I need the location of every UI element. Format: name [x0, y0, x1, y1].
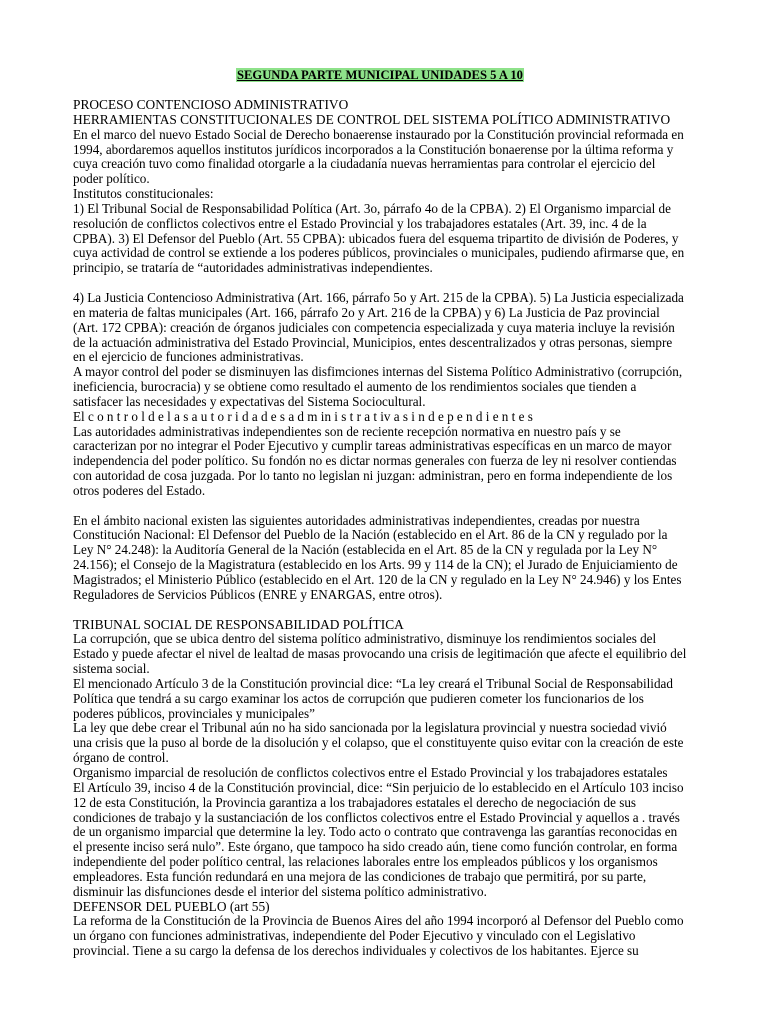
blank-line	[73, 499, 687, 514]
paragraph-ley-tribunal: La ley que debe crear el Tribunal aún no ha sido sancionada por la legislatura provincial y nuestra sociedad vivió una crisis que la puso al borde de la disolución y el colapso, que el constituyente quiso evitar con la creación de este órgano de control.	[73, 720, 684, 766]
paragraph-control-autoridades-heading: El c o n t r o l d e l a s a u t o r i d a d e s a d m in i s t r a t iv a s i n d e p e n d i e n t e s	[73, 408, 533, 424]
heading-tribunal-social: TRIBUNAL SOCIAL DE RESPONSABILIDAD POLÍTICA	[73, 616, 404, 632]
title-wrapper	[73, 66, 687, 84]
paragraph-institutos-1-3: 1) El Tribunal Social de Responsabilidad Política (Art. 3o, párrafo 4o de la CPBA). 2) El Organismo imparcial de resolución de conflictos colectivos entre el Estado Provincial y los trabajadores estatales (Art. 39, inc. 4 de la CPBA). 3) El Defensor del Pueblo (Art. 55 CPBA): ubicados fuera del esquema tripartito de división de Poderes, y cuya actividad de control se extiende a los poderes públicos, provinciales o municipales, pudiendo afirmarse que, en principio, se trataría de “autoridades administrativas independientes.	[73, 200, 685, 276]
heading-herramientas: HERRAMIENTAS CONSTITUCIONALES DE CONTROL DEL SISTEMA POLÍTICO ADMINISTRATIVO	[73, 111, 671, 127]
paragraph-institutos-label: Institutos constitucionales:	[73, 186, 214, 202]
paragraph-organismo-imparcial: Organismo imparcial de resolución de conflictos colectivos entre el Estado Provincial y los trabajadores estatales	[73, 764, 668, 780]
paragraph-ambito-nacional: En el ámbito nacional existen las siguientes autoridades administrativas independientes, creadas por nuestra Constitución Nacional: El Defensor del Pueblo de la Nación (establecido en el Art. 86 de la CN y regulado por la Ley N° 24.248): la Auditoría General de la Nación (establecida en el Art. 85 de la CN y regulada por la Ley N° 24.156); el Consejo de la Magistratura (establecido en los Arts. 99 y 114 de la CN); el Jurado de Enjuiciamiento de Magistrados; el Ministerio Público (establecido en el Art. 120 de la CN y regulado en la Ley N° 24.946) y los Entes Reguladores de Servicios Públicos (ENRE y ENARGAS, entre otros).	[73, 512, 682, 602]
paragraph-institutos-4-6: 4) La Justicia Contencioso Administrativa (Art. 166, párrafo 5o y Art. 215 de la CPBA). 5) La Justicia especializada en materia de faltas municipales (Art. 166, párrafo 2o y Art. 216 de la CPBA) y 6) La Justicia de Paz provincial (Art. 172 CPBA): creación de órganos judiciales con competencia especializada y cuya materia incluye la revisión de la actuación administrativa del Estado Provincial, Municipios, entes descentralizados y otras personas, siempre en el ejercicio de funciones administrativas.	[73, 289, 684, 365]
paragraph-intro: En el marco del nuevo Estado Social de Derecho bonaerense instaurado por la Constitución provincial reformada en 1994, abordaremos aquellos institutos jurídicos incorporados a la Constitución bonaerense por la última reforma y cuya creación tuvo como finalidad otorgarle a la ciudadanía nuevas herramientas para controlar el ejercicio del poder político.	[73, 126, 684, 187]
paragraph-reforma-1994: La reforma de la Constitución de la Provincia de Buenos Aires del año 1994 incorporó al Defensor del Pueblo como un órgano con funciones administrativas, independiente del Poder Ejecutivo y vinculado con el Legislativo provincial. Tiene a su cargo la defensa de los derechos individuales y colectivos de los habitantes. Ejerce su	[73, 913, 684, 959]
paragraph-mayor-control: A mayor control del poder se disminuyen las disfimciones internas del Sistema Político Administrativo (corrupción, ineficiencia, burocracia) y se obtiene como resultado el aumento de los rendimientos sociales que tienden a satisfacer las necesidades y expectativas del Sistema Sociocultural.	[73, 364, 683, 409]
heading-proceso-contencioso: PROCESO CONTENCIOSO ADMINISTRATIVO	[73, 97, 349, 112]
blank-line	[73, 603, 687, 618]
paragraph-corrupcion: La corrupción, que se ubica dentro del sistema político administrativo, disminuye los rendimientos sociales del Estado y puede afectar el nivel de lealtad de masas provocando una crisis de legitimación que afecte el equilibrio del sistema social.	[73, 631, 687, 677]
document-title: SEGUNDA PARTE MUNICIPAL UNIDADES 5 A 10	[237, 68, 523, 82]
paragraph-articulo-39: El Artículo 39, inciso 4 de la Constitución provincial, dice: “Sin perjuicio de lo establecido en el Artículo 103 inciso 12 de esta Constitución, la Provincia garantiza a los trabajadores estatales el derecho de negociación de sus condiciones de trabajo y la sustanciación de los conflictos colectivos entre el Estado Provincial y aquellos a . través de un organismo imparcial que determine la ley. Todo acto o contrato que contravenga las garantías reconocidas en el presente inciso será nulo”. Este órgano, que tampoco ha sido creado aún, tiene como función controlar, en forma independiente del poder político central, las relaciones laborales entre los empleados públicos y los organismos empleadores. Esta función redundará en una mejora de las condiciones de trabajo que permitirá, por su parte, disminuir las disfunciones desde el interior del sistema político administrativo.	[73, 779, 684, 899]
paragraph-articulo-3: El mencionado Artículo 3 de la Constitución provincial dice: “La ley creará el Tribunal Social de Responsabilidad Política que tendrá a su cargo examinar los actos de corrupción que pudieren cometer los funcionarios de los poderes públicos, provinciales y municipales”	[73, 675, 673, 721]
blank-line	[73, 276, 687, 291]
paragraph-autoridades-independientes: Las autoridades administrativas independientes son de reciente recepción normativa en nuestro país y se caracterizan por no integrar el Poder Ejecutivo y cumplir tareas administrativas específicas en un marco de mayor independencia del poder político. Su fondón no es dictar normas generales con fuerza de ley ni resolver contiendas con autoridad de cosa juzgada. Por lo tanto no legislan ni juzgan: administran, pero en forma independiente de los otros poderes del Estado.	[73, 423, 677, 498]
heading-defensor-pueblo: DEFENSOR DEL PUEBLO (art 55)	[73, 898, 270, 914]
